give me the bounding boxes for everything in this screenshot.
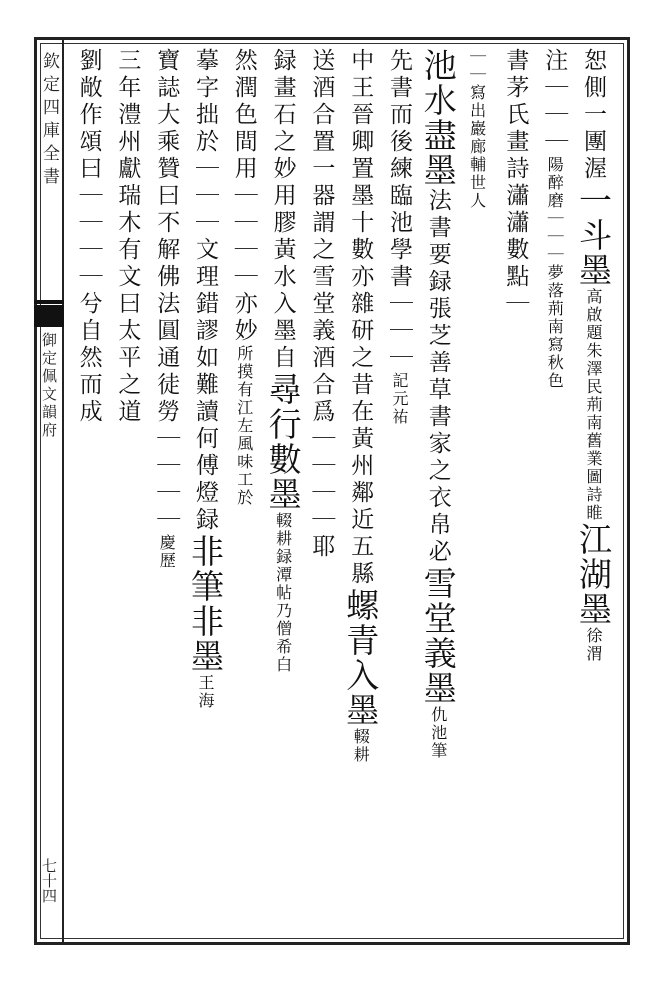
annotation-text: ｜｜寫出巖廊輔世人	[467, 48, 487, 210]
annotation-text: 陽醉磨｜｜｜夢落荊南寫秋色	[545, 156, 565, 390]
text-column	[384, 48, 414, 426]
entry-headword: 雪堂義墨	[418, 566, 458, 706]
fish-tail-line	[34, 300, 64, 304]
text-column	[229, 48, 259, 507]
text-column	[263, 48, 303, 674]
text-column	[74, 48, 104, 426]
text-column	[418, 48, 458, 760]
annotation-text: 王海	[196, 674, 215, 710]
body-text: 送酒合置一器謂之雪堂義酒合爲｜｜｜｜耶	[308, 48, 335, 561]
body-text: 書茅氏畫詩瀟瀟數點｜	[502, 48, 529, 318]
annotation-text: 徐渭	[584, 627, 603, 663]
text-column	[462, 48, 492, 210]
body-text: 注｜｜｜	[541, 48, 568, 156]
entry-headword: 池水盡墨	[418, 48, 458, 188]
body-text: 先書而後練臨池學書｜｜｜	[386, 48, 412, 372]
entry-headword: 江湖墨	[574, 522, 613, 627]
text-column	[341, 48, 381, 764]
annotation-text: 輟耕録潭帖乃僧希白	[273, 512, 293, 674]
body-text: 摹字拙於｜｜｜文理錯謬如難讀何傅燈録	[192, 48, 218, 534]
annotation-text: 記元祐	[390, 372, 409, 426]
annotation-text: 輟耕	[351, 728, 371, 764]
text-column	[539, 48, 569, 390]
margin-book-title: 御定佩文韻府	[40, 332, 58, 440]
annotation-text: 高啟題朱澤民荊南舊業圖詩睢	[584, 288, 603, 522]
body-text: 中王晉卿置墨十數亦雜研之昔在黃州鄰近五縣	[347, 48, 374, 588]
entry-headword: 螺青入墨	[341, 588, 381, 728]
body-text: 法書要録張芝善草書家之衣帛必	[424, 188, 451, 566]
text-column	[151, 48, 181, 570]
text-column	[186, 48, 225, 710]
body-text: 劉敞作頌曰｜｜｜｜兮自然而成	[75, 48, 102, 426]
annotation-text: 慶歷	[157, 534, 177, 570]
margin-title: 欽定四庫全書	[39, 52, 59, 190]
fish-tail-mark	[34, 305, 64, 327]
text-column	[574, 48, 613, 663]
text-column	[306, 48, 336, 561]
text-column	[112, 48, 142, 426]
text-column	[500, 48, 530, 318]
body-text: 三年澧州獻瑞木有文曰太平之道	[114, 48, 141, 426]
entry-headword: 一斗墨	[574, 183, 613, 288]
entry-headword: 尋行數墨	[263, 372, 303, 512]
body-text: 恕	[580, 48, 606, 75]
annotation-text: 仇池筆	[428, 706, 448, 760]
body-text: 然潤色間用｜｜｜｜亦妙	[230, 48, 257, 345]
entry-headword: 非筆非墨	[186, 534, 225, 674]
body-text: 側一團渥	[580, 75, 606, 183]
body-text: 寶誌大乘贊曰不解佛法圓通徒勞｜｜｜｜	[153, 48, 180, 534]
body-text: 録畫石之妙用膠黃水入墨自	[269, 48, 296, 372]
annotation-text: 所摸有江左風味工於	[234, 345, 254, 507]
margin-page-number: 七十四	[40, 858, 58, 903]
